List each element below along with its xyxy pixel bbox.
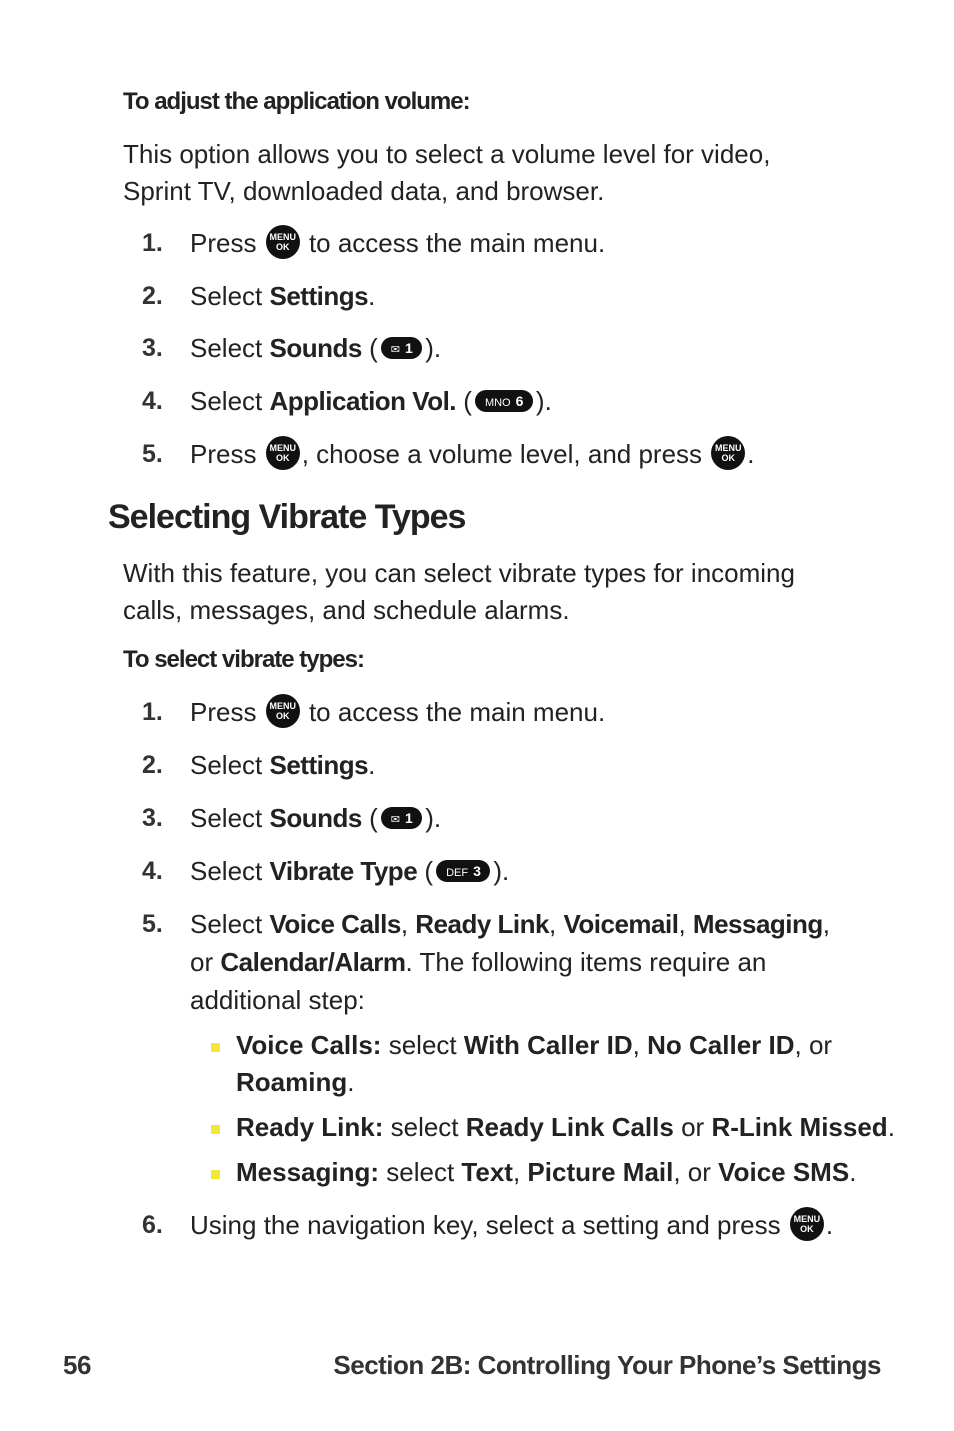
- step-number: 4.: [142, 857, 163, 885]
- section-title: Section 2B: Controlling Your Phone’s Settings: [333, 1350, 881, 1380]
- bullet-marker: [211, 1170, 220, 1179]
- step-text: , choose a volume level, and press: [301, 439, 703, 469]
- step-text: Select: [190, 281, 263, 311]
- step-text: Select: [190, 333, 263, 363]
- step-text: (: [424, 856, 434, 886]
- step-number: 2.: [142, 751, 163, 779]
- step-3: [190, 803, 441, 834]
- step-2: [190, 281, 375, 312]
- bullet-marker: [211, 1125, 220, 1134]
- menu-option: Application Vol.: [269, 386, 457, 416]
- menu-option: Settings: [269, 750, 369, 780]
- key-3-icon: DEF 3: [436, 860, 490, 882]
- step-text: (: [369, 333, 378, 363]
- step-text: (: [463, 386, 472, 416]
- step-text: .: [368, 281, 376, 311]
- step-1: [190, 228, 605, 259]
- step-text: Press: [190, 697, 257, 727]
- bullet-messaging: Messaging: select Text, Picture Mail, or Voice SMS.: [236, 1157, 857, 1187]
- key-1-icon: ✉ 1: [381, 337, 423, 359]
- step-number: 5.: [142, 910, 163, 938]
- step-text: to access the main menu.: [308, 697, 606, 727]
- step-5-line-1: Select Voice Calls, Ready Link, Voicemail, Messaging,: [190, 909, 831, 939]
- menu-option: Messaging: [692, 909, 823, 939]
- menu-ok-key-icon: MENU OK: [266, 436, 300, 470]
- step-text: Select: [190, 909, 263, 939]
- step-text: ).: [425, 803, 442, 833]
- step-number: 1.: [142, 698, 163, 726]
- menu-option: Sounds: [269, 333, 362, 363]
- step-text: Select: [190, 750, 263, 780]
- menu-option: Voice Calls: [269, 909, 401, 939]
- step-3: [190, 333, 441, 364]
- menu-option: Ready Link: [415, 909, 549, 939]
- step-text: Select: [190, 856, 263, 886]
- bullet-voice-calls-line-2: Roaming.: [236, 1067, 355, 1097]
- step-number: 4.: [142, 387, 163, 415]
- step-5-line-2: [190, 947, 766, 978]
- menu-option: Voicemail: [563, 909, 679, 939]
- step-2: [190, 750, 375, 781]
- step-number: 3.: [142, 334, 163, 362]
- step-text: ).: [535, 386, 552, 416]
- step-6: [190, 1210, 833, 1241]
- menu-option: Sounds: [269, 803, 362, 833]
- key-6-icon: MNO 6: [475, 390, 533, 412]
- bullet-marker: [211, 1043, 220, 1052]
- step-text: Press: [190, 439, 257, 469]
- step-text: (: [369, 803, 378, 833]
- step-text: Using the navigation key, select a setting and press: [190, 1210, 781, 1240]
- step-text: ).: [493, 856, 510, 886]
- step-5-line-3: additional step:: [190, 985, 365, 1015]
- step-number: 5.: [142, 440, 163, 468]
- bullet-ready-link: Ready Link: select Ready Link Calls or R-Link Missed.: [236, 1112, 895, 1142]
- step-4: [190, 386, 552, 417]
- subheading-select-vibrate-types: To select vibrate types:: [123, 646, 364, 673]
- step-number: 3.: [142, 804, 163, 832]
- step-1: [190, 697, 605, 728]
- intro-paragraph: [123, 555, 843, 629]
- intro-line-1: With this feature, you can select vibrate types for incoming: [123, 558, 795, 588]
- intro-line-1: This option allows you to select a volume level for video,: [123, 139, 771, 169]
- step-number: 2.: [142, 282, 163, 310]
- intro-paragraph: [123, 136, 843, 210]
- step-text: .: [747, 439, 755, 469]
- step-number: 6.: [142, 1211, 163, 1239]
- step-text: to access the main menu.: [308, 228, 606, 258]
- step-text: .: [825, 1210, 834, 1240]
- menu-ok-key-icon: MENU OK: [711, 436, 745, 470]
- menu-ok-key-icon: MENU OK: [266, 694, 300, 728]
- heading-selecting-vibrate-types: Selecting Vibrate Types: [108, 498, 466, 536]
- menu-option: Vibrate Type: [269, 856, 418, 886]
- step-4: [190, 856, 509, 887]
- step-5: [190, 439, 755, 470]
- subheading-adjust-volume: To adjust the application volume:: [123, 88, 470, 115]
- step-number: 1.: [142, 229, 163, 257]
- step-text: ).: [425, 333, 442, 363]
- intro-line-2: Sprint TV, downloaded data, and browser.: [123, 176, 605, 206]
- menu-option: Calendar/Alarm: [220, 947, 406, 977]
- step-text: Select: [190, 803, 263, 833]
- key-1-icon: ✉ 1: [381, 807, 423, 829]
- step-text: or: [190, 947, 214, 977]
- step-text: . The following items require an: [405, 947, 767, 977]
- menu-ok-key-icon: MENU OK: [790, 1207, 824, 1241]
- step-text: .: [368, 750, 376, 780]
- step-text: Select: [190, 386, 263, 416]
- page-number: 56: [63, 1350, 91, 1380]
- menu-ok-key-icon: MENU OK: [266, 225, 300, 259]
- intro-line-2: calls, messages, and schedule alarms.: [123, 595, 570, 625]
- menu-option: Settings: [269, 281, 369, 311]
- step-text: Press: [190, 228, 257, 258]
- bullet-voice-calls-line-1: Voice Calls: select With Caller ID, No Caller ID, or: [236, 1030, 833, 1060]
